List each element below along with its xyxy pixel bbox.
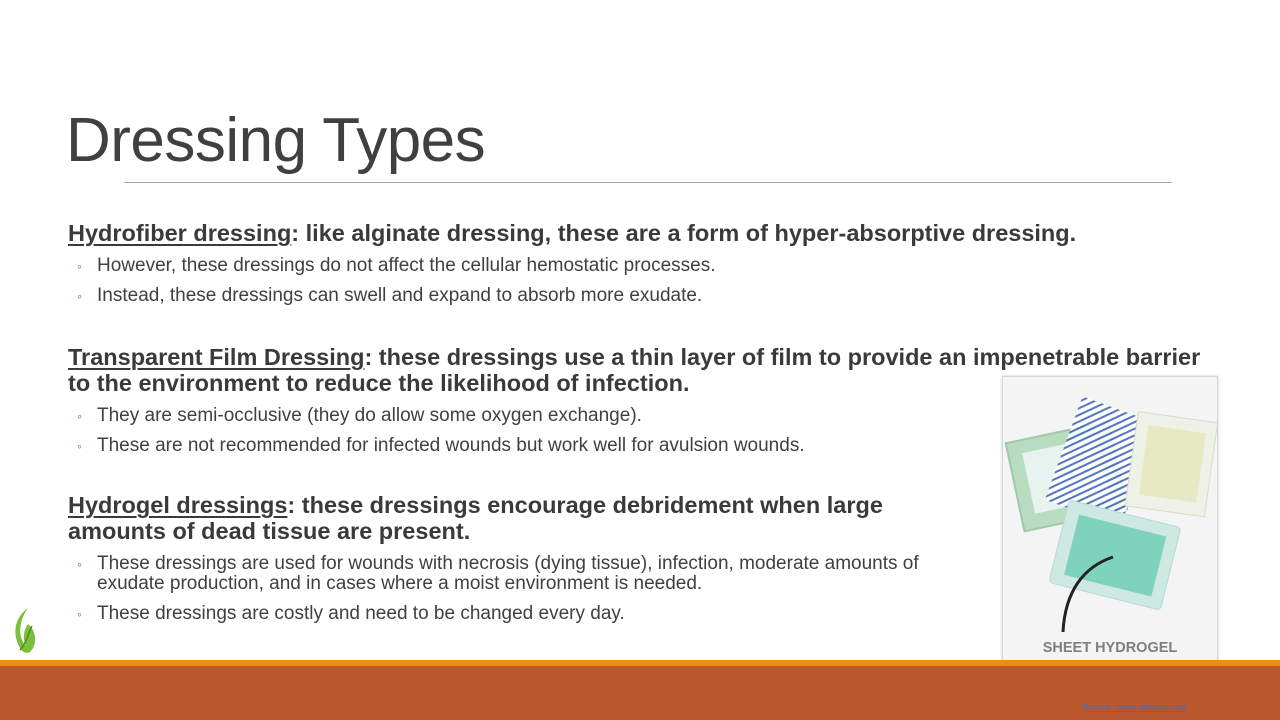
section-heading	[68, 492, 948, 544]
section-hydrofiber	[68, 220, 1208, 306]
leaf-logo-icon	[8, 604, 42, 656]
list-item: ◦ These dressings are used for wounds with necrosis (dying tissue), infection, moderate amounts of exudate production, and in cases where a moist environment is needed.	[68, 554, 948, 594]
section-description: : like alginate dressing, these are a form of hyper-absorptive dressing.	[291, 220, 1077, 246]
section-description: : these dressings use a thin layer of film to provide an impenetrable barrier to the environment to reduce the likelihood of infection.	[68, 344, 1201, 396]
list-item: ◦ These dressings are costly and need to be changed every day.	[68, 604, 948, 624]
section-description: : these dressings encourage debridement when large amounts of dead tissue are present.	[68, 492, 883, 544]
source-link[interactable]: Source: www.alibaba.com	[1083, 702, 1187, 712]
section-hydrogel	[68, 492, 948, 624]
section-heading	[68, 220, 1208, 246]
section-term: Hydrofiber dressing	[68, 220, 292, 246]
list-item: ◦ These are not recommended for infected wounds but work well for avulsion wounds.	[68, 436, 1208, 456]
section-term: Hydrogel dressings	[68, 492, 288, 518]
title-divider	[124, 182, 1172, 183]
caption-line: SHEET HYDROGEL	[1042, 640, 1178, 656]
list-item: ◦ They are semi-occlusive (they do allow some oxygen exchange).	[68, 406, 1208, 426]
section-term: Transparent Film Dressing	[68, 344, 365, 370]
list-item: ◦ Instead, these dressings can swell and expand to absorb more exudate.	[68, 286, 1208, 306]
bullet-list	[68, 554, 948, 624]
bullet-list	[68, 256, 1208, 306]
list-item: ◦ However, these dressings do not affect the cellular hemostatic processes.	[68, 256, 1208, 276]
page-title: Dressing Types	[66, 106, 486, 175]
hydrogel-dressing-photo	[1002, 376, 1218, 693]
